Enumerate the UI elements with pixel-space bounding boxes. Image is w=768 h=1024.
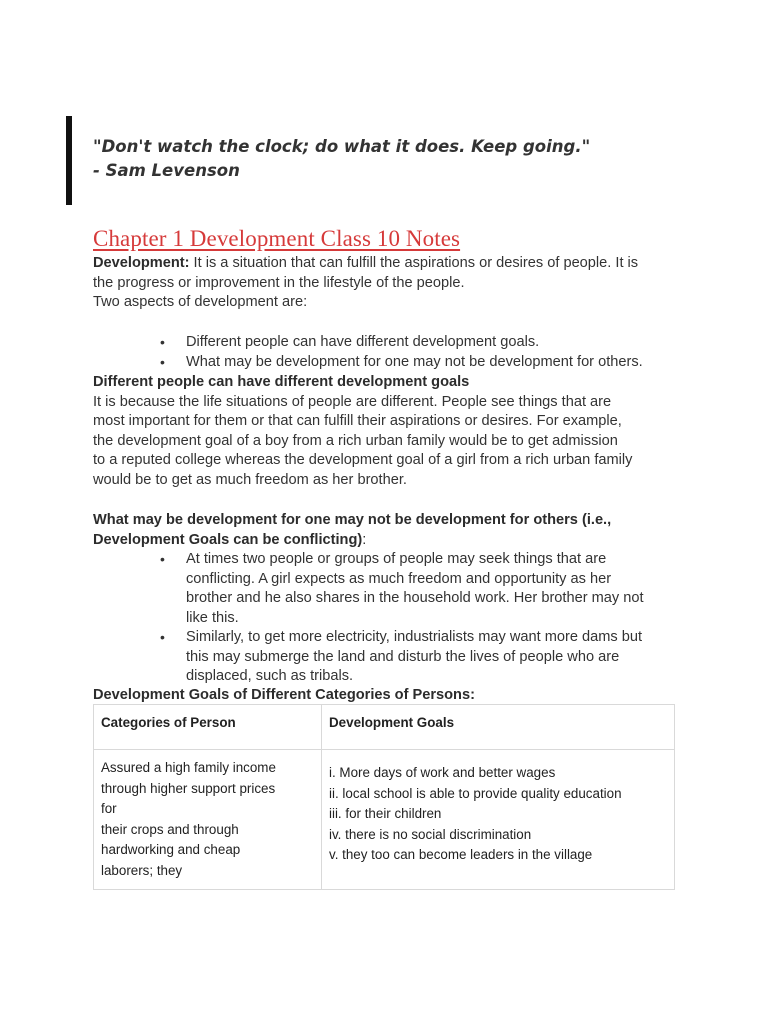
list-item: • Similarly, to get more electricity, industrialists may want more dams but this may submerge the land and disturb the lives of people who are displaced, such as tribals. bbox=[160, 629, 643, 684]
development-term: Development: bbox=[93, 255, 190, 271]
table-header-cell: Categories of Person bbox=[94, 705, 322, 750]
list-item: • Different people can have different development goals. bbox=[93, 333, 683, 353]
section-heading: Development Goals can be conflicting) bbox=[93, 531, 363, 548]
category-cell: Assured a high family income through higher support prices for their crops and through hardworking and cheap laborers; they bbox=[94, 750, 322, 890]
bullet-icon: • bbox=[160, 334, 165, 350]
bullet-icon: • bbox=[160, 353, 165, 370]
section-heading: Different people can have different development goals bbox=[93, 374, 470, 390]
aspects-intro: Two aspects of development are: bbox=[93, 294, 308, 310]
table-header-cell: Development Goals bbox=[322, 705, 675, 750]
definition-line-1: It is a situation that can fulfill the aspirations or desires of people. It is bbox=[189, 255, 639, 271]
paragraph-line: would be to get as much freedom as her brother. bbox=[93, 471, 407, 488]
paragraph-line: the development goal of a boy from a rich urban family would be to get admission bbox=[93, 432, 618, 449]
paragraph-line: most important for them or that can fulfill their aspirations or desires. For example, bbox=[93, 413, 622, 429]
table-heading: Development Goals of Different Categories of Persons: bbox=[93, 687, 475, 703]
bullet-icon: • bbox=[160, 551, 165, 567]
development-definition bbox=[93, 254, 683, 313]
table-row bbox=[94, 750, 675, 890]
list-item: • What may be development for one may not be development for others. bbox=[93, 353, 683, 373]
paragraph-line: It is because the life situations of people are different. People see things that are bbox=[93, 393, 612, 410]
definition-line-2: the progress or improvement in the lifestyle of the people. bbox=[93, 274, 465, 291]
goals-table bbox=[93, 704, 675, 890]
aspects-list bbox=[93, 333, 683, 372]
goals-cell: i. More days of work and better wages ii. local school is able to provide quality education iii. for their children iv. there is no social discrimination v. they too can become leaders in the village bbox=[322, 750, 675, 890]
section-heading: What may be development for one may not be development for others (i.e., bbox=[93, 512, 612, 528]
conflict-list bbox=[93, 550, 683, 687]
chapter-title: Chapter 1 Development Class 10 Notes bbox=[93, 226, 461, 251]
quote-bar bbox=[66, 116, 72, 205]
bullet-icon: • bbox=[160, 629, 165, 645]
list-item: • At times two people or groups of people may seek things that are conflicting. A girl expects as much freedom and opportunity as her brother and he also shares in the household work. Her brother may not like this. bbox=[160, 551, 644, 626]
section-different-goals bbox=[93, 373, 683, 490]
quote-block bbox=[93, 135, 590, 183]
section-conflicting-goals: What may be development for one may not be development for others (i.e., Development Goals can be conflicting): bbox=[93, 512, 612, 548]
quote-text: "Don't watch the clock; do what it does. Keep going." bbox=[93, 137, 591, 156]
paragraph-line: to a reputed college whereas the development goal of a girl from a rich urban family bbox=[93, 452, 633, 468]
table-header-row bbox=[94, 705, 675, 750]
quote-author: - Sam Levenson bbox=[93, 161, 240, 180]
